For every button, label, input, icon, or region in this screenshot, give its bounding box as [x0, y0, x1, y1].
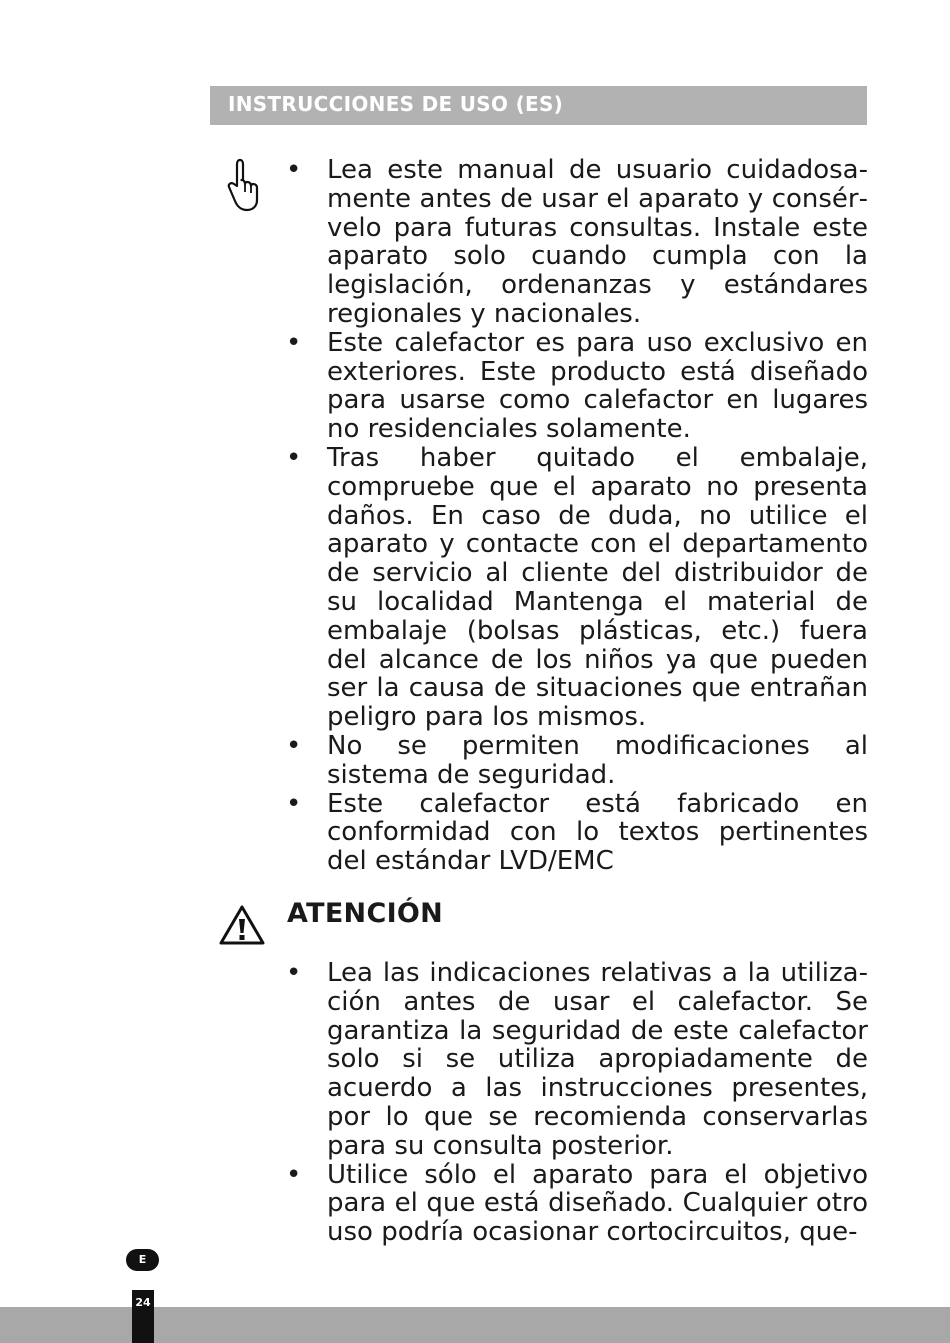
list-item: • Utilice sólo el aparato para el objetivo para el que está diseñado. Cualquier otro uso podría ocasionar cortocircuitos, que-: [284, 1161, 868, 1247]
list-item: • Lea las indicaciones relativas a la utilización antes de usar el calefactor. Se garantiza la seguridad de este calefactor solo si se utiliza apropiadamente de acuerdo a las instrucciones presentes, por lo que se recomienda conservarlas para su consulta posterior.: [284, 959, 868, 1161]
page-number: 24: [132, 1290, 154, 1343]
attention-list: [284, 959, 868, 1247]
warning-triangle-icon: [218, 904, 266, 946]
header-bar: [210, 86, 867, 125]
list-item: • Este calefactor está fabricado en conformidad con lo textos pertinentes del estándar LVD/EMC: [284, 790, 868, 876]
language-badge: E: [126, 1249, 159, 1271]
attention-heading: ATENCIÓN: [287, 898, 444, 929]
list-item: • Tras haber quitado el embalaje, compruebe que el aparato no presenta daños. En caso de duda, no utilice el aparato y contacte con el departamento de servicio al cliente del distribuidor de su localidad Mantenga el material de embalaje (bolsas plásticas, etc.) fuera del alcance de los niños ya que pueden ser la causa de situaciones que entrañan peligro para los mismos.: [284, 444, 868, 732]
list-item: • No se permiten modificaciones al sistema de seguridad.: [284, 732, 868, 790]
instructions-list: [284, 156, 868, 876]
header-title: INSTRUCCIONES DE USO (ES): [228, 92, 564, 116]
list-item: • Este calefactor es para uso exclusivo en exteriores. Este producto está diseñado para usarse como calefactor en lugares no residenciales solamente.: [284, 329, 868, 444]
pointing-hand-icon: [222, 156, 262, 216]
list-item: • Lea este manual de usuario cuidadosamente antes de usar el aparato y consérvelo para futuras consultas. Instale este aparato solo cuando cumpla con la legislación, ordenanzas y estándares regionales y nacionales.: [284, 156, 868, 329]
